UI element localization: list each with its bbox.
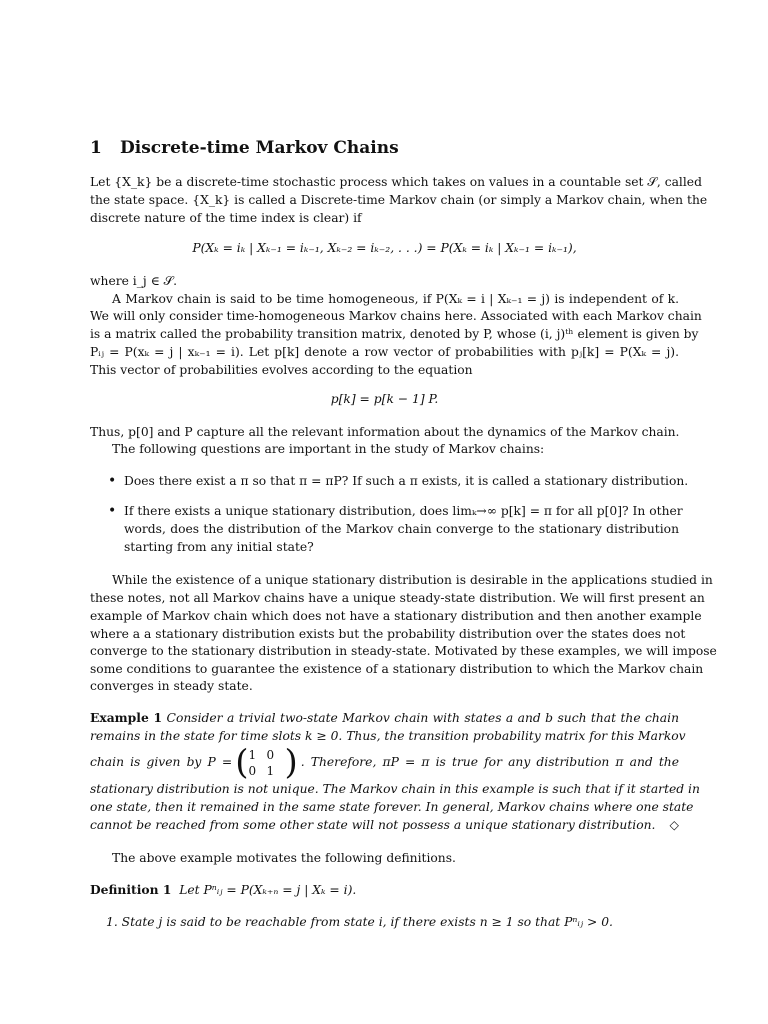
bullet-item-1: Does there exist a π so that π = πP? If such a π exists, it is called a stationary distribution.	[124, 474, 689, 488]
while-line-6: some conditions to guarantee the existence of a stationary distribution to which the Markov chain	[90, 662, 704, 676]
example-line-6	[90, 816, 679, 834]
section-title: Discrete-time Markov Chains	[120, 138, 399, 158]
homog-line-1: A Markov chain is said to be time homogeneous, if P(Xₖ = i | Xₖ₋₁ = j) is independent of k.	[112, 292, 679, 306]
section-number: 1	[90, 138, 102, 158]
section-heading	[90, 138, 399, 158]
example-line-3-post: . Therefore, πP = π is true for any distribution π and the	[300, 755, 679, 769]
definition-item-1: 1. State j is said to be reachable from state i, if there exists n ≥ 1 so that Pⁿᵢⱼ > 0.	[106, 915, 613, 929]
where-line: where i_j ∈ 𝒮.	[90, 274, 178, 288]
matrix-cell: 1	[248, 747, 257, 762]
example-line-4: stationary distribution is not unique. The Markov chain in this example is such that if it started in	[90, 782, 700, 796]
bullet-marker-2: •	[108, 503, 117, 519]
matrix-cell: 0	[248, 763, 257, 778]
thus-line-2: The following questions are important in the study of Markov chains:	[112, 442, 545, 456]
motivates-line: The above example motivates the following definitions.	[112, 851, 456, 865]
example-line-1-text: Consider a trivial two-state Markov chain with states a and b such that the chain	[166, 711, 679, 725]
bullet-item-2-line-2: words, does the distribution of the Markov chain converge to the stationary distribution	[124, 522, 679, 536]
homog-line-3: is a matrix called the probability transition matrix, denoted by P, whose (i, j)ᵗʰ element is given by	[90, 327, 699, 341]
intro-line-2: the state space. {X_k} is called a Discrete-time Markov chain (or simply a Markov chain, when the	[90, 193, 708, 207]
end-of-example-icon: ◇	[669, 818, 679, 832]
intro-line-1: Let {X_k} be a discrete-time stochastic process which takes on values in a countable set 𝒮, called	[90, 175, 702, 189]
example-line-2: remains in the state for time slots k ≥ 0. Thus, the transition probability matrix for this Markov	[90, 729, 686, 743]
matrix-cell: 0	[266, 747, 275, 762]
thus-line-1: Thus, p[0] and P capture all the relevant information about the dynamics of the Markov chain.	[90, 425, 680, 439]
example-label: Example 1	[90, 710, 163, 725]
bullet-item-2-line-1: If there exists a unique stationary distribution, does limₖ→∞ p[k] = π for all p[0]? In other	[124, 504, 683, 518]
identity-matrix: ( 1 0 0 1 )	[235, 742, 298, 783]
matrix-cell: 1	[266, 763, 275, 778]
equation-markov-property: P(Xₖ = iₖ | Xₖ₋₁ = iₖ₋₁, Xₖ₋₂ = iₖ₋₂, . . .) = P(Xₖ = iₖ | Xₖ₋₁ = iₖ₋₁),	[192, 241, 577, 255]
example-line-3	[90, 742, 679, 783]
example-line-3-pre: chain is given by P =	[90, 755, 233, 769]
while-line-2: these notes, not all Markov chains have a unique steady-state distribution. We will first present an	[90, 591, 705, 605]
example-line-5: one state, then it remained in the same state forever. In general, Markov chains where one state	[90, 800, 694, 814]
definition-label: Definition 1	[90, 882, 172, 897]
homog-line-2: We will only consider time-homogeneous Markov chains here. Associated with each Markov chain	[90, 309, 702, 323]
document-page	[90, 0, 717, 1024]
definition-text: Let Pⁿᵢⱼ = P(Xₖ₊ₙ = j | Xₖ = i).	[179, 883, 357, 897]
definition-line	[90, 881, 356, 899]
while-line-3: example of Markov chain which does not have a stationary distribution and then another example	[90, 609, 702, 623]
bullet-marker-1: •	[108, 473, 117, 489]
homog-line-5: This vector of probabilities evolves according to the equation	[90, 363, 473, 377]
while-line-1: While the existence of a unique stationary distribution is desirable in the applications studied in	[112, 573, 713, 587]
homog-line-4: Pᵢⱼ = P(xₖ = j | xₖ₋₁ = i). Let p[k] denote a row vector of probabilities with pⱼ[k] = P(Xₖ = j).	[90, 345, 679, 359]
example-line-6-text: cannot be reached from some other state will not possess a unique stationary distribution.	[90, 818, 656, 832]
intro-line-3: discrete nature of the time index is clear) if	[90, 211, 362, 225]
while-line-7: converges in steady state.	[90, 679, 253, 693]
example-line-1	[90, 709, 679, 727]
bullet-item-2-line-3: starting from any initial state?	[124, 540, 314, 554]
equation-evolution: p[k] = p[k − 1] P.	[330, 392, 439, 406]
while-line-4: where a a stationary distribution exists but the probability distribution over the states does not	[90, 627, 686, 641]
while-line-5: converge to the stationary distribution in steady-state. Motivated by these examples, we will impose	[90, 644, 717, 658]
